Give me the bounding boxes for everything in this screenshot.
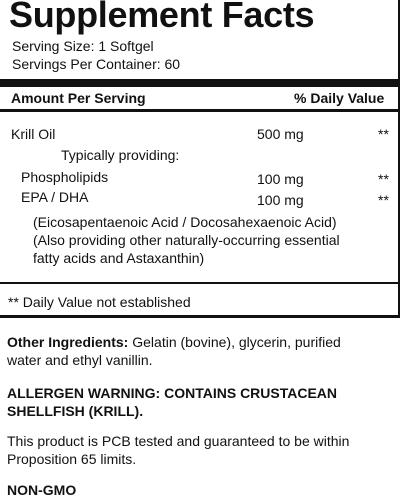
panel-title: Supplement Facts — [9, 0, 315, 35]
pcb-statement: This product is PCB tested and guaranteed to be within — [7, 433, 350, 449]
nutrient-name: EPA / DHA — [21, 189, 89, 205]
serving-size: Serving Size: 1 Softgel — [12, 38, 154, 54]
pcb-statement-line: Proposition 65 limits. — [7, 451, 137, 467]
note-line: (Also providing other naturally-occurring essential — [33, 232, 340, 248]
amount-per-serving-header: Amount Per Serving — [11, 90, 146, 106]
nutrient-name: Krill Oil — [11, 126, 56, 142]
footnote-divider — [0, 282, 398, 284]
thick-divider — [0, 79, 398, 87]
allergen-warning-line: SHELLFISH (KRILL). — [7, 403, 144, 419]
non-gmo-label: NON-GMO — [7, 482, 77, 498]
other-ingredients-line: water and ethyl vanillin. — [7, 352, 153, 368]
daily-value-header: % Daily Value — [294, 90, 385, 106]
nutrient-dv: ** — [378, 171, 389, 187]
nutrient-amount: 100 mg — [257, 171, 304, 187]
nutrient-dv: ** — [378, 192, 389, 208]
nutrient-name: Phospholipids — [21, 169, 109, 185]
other-ingredients-text: Gelatin (bovine), glycerin, purified — [132, 334, 341, 350]
nutrient-dv: ** — [378, 126, 389, 142]
other-ingredients-label: Other Ingredients: — [7, 334, 129, 350]
servings-per-container: Servings Per Container: 60 — [12, 56, 181, 72]
nutrient-amount: 500 mg — [257, 126, 304, 142]
header-divider — [0, 109, 398, 112]
nutrient-subheading: Typically providing: — [61, 147, 180, 163]
note-line: fatty acids and Astaxanthin) — [33, 250, 205, 266]
allergen-warning: ALLERGEN WARNING: CONTAINS CRUSTACEAN — [7, 385, 338, 401]
other-ingredients — [7, 334, 341, 351]
note-line: (Eicosapentaenoic Acid / Docosahexaenoic Acid) — [33, 214, 337, 230]
nutrient-amount: 100 mg — [257, 192, 304, 208]
footnote: ** Daily Value not established — [8, 294, 191, 310]
